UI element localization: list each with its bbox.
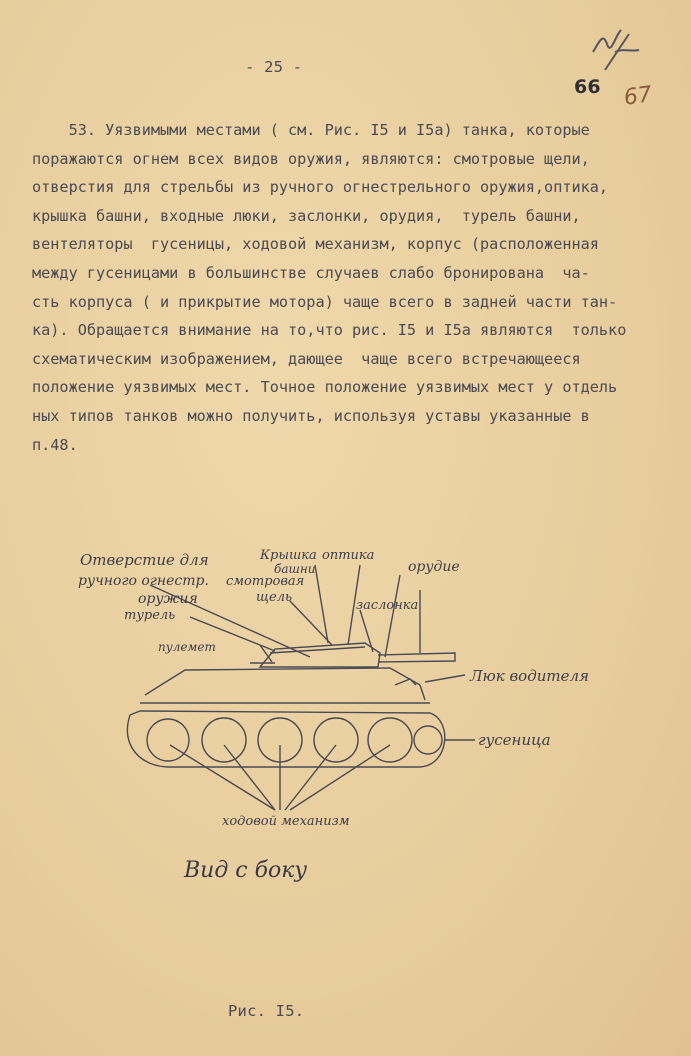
figure-caption: Рис. I5.: [228, 1002, 305, 1020]
stamp-number: 67: [622, 82, 654, 111]
paragraph-53: [32, 116, 682, 459]
handwritten-mark-icon: [585, 22, 645, 82]
label-optics: оптика: [322, 548, 375, 563]
label-hole-line3: оружия: [138, 591, 198, 607]
view-label: Вид с боку: [184, 858, 308, 883]
label-driver-hatch: Люк водителя: [470, 667, 589, 685]
archive-number: 66: [574, 76, 601, 98]
label-track: гусеница: [478, 731, 551, 749]
label-shutter: заслонка: [356, 598, 419, 613]
text-line: схематическим изображением, дающее чаще всего встречающееся: [32, 349, 581, 368]
text-line: сть корпуса ( и прикрытие мотора) чаще всего в задней части тан-: [32, 292, 618, 311]
text-line: между гусеницами в большинстве случаев слабо бронирована ча-: [32, 263, 590, 282]
label-machine-gun: пулемет: [158, 640, 216, 654]
label-running-gear: ходовой механизм: [222, 814, 350, 829]
text-line: вентеляторы гусеницы, ходовой механизм, корпус (расположенная: [32, 235, 599, 254]
text-line: ных типов танков можно получить, используя уставы указанные в: [32, 406, 590, 425]
text-line: крышка башни, входные люки, заслонки, орудия, турель башни,: [32, 206, 581, 225]
label-hatch-line2: башни: [274, 562, 316, 576]
label-hatch-line1: Крышка: [260, 548, 317, 563]
label-gun: орудие: [408, 559, 460, 575]
label-turret-ring: турель: [124, 608, 176, 623]
page-number: - 25 -: [245, 58, 303, 76]
text-line: положение уязвимых мест. Точное положение уязвимых мест у отдель: [32, 378, 618, 397]
text-line: отверстия для стрельбы из ручного огнестрельного оружия,оптика,: [32, 178, 609, 197]
text-line: ка). Обращается внимание на то,что рис. I5 и I5а являются только: [32, 321, 627, 340]
text-line: 53. Уязвимыми местами ( см. Рис. I5 и I5а) танка, которые: [32, 121, 590, 139]
label-hole-line2: ручного огнестр.: [78, 573, 209, 589]
label-hole-line1: Отверстие для: [80, 551, 209, 569]
label-viewing-slit-line1: смотровая: [226, 574, 305, 589]
tank-diagram: [60, 535, 660, 835]
text-line: поражаются огнем всех видов оружия, являются: смотровые щели,: [32, 149, 590, 168]
text-line: п.48.: [32, 435, 78, 454]
label-viewing-slit-line2: щель: [256, 590, 293, 605]
